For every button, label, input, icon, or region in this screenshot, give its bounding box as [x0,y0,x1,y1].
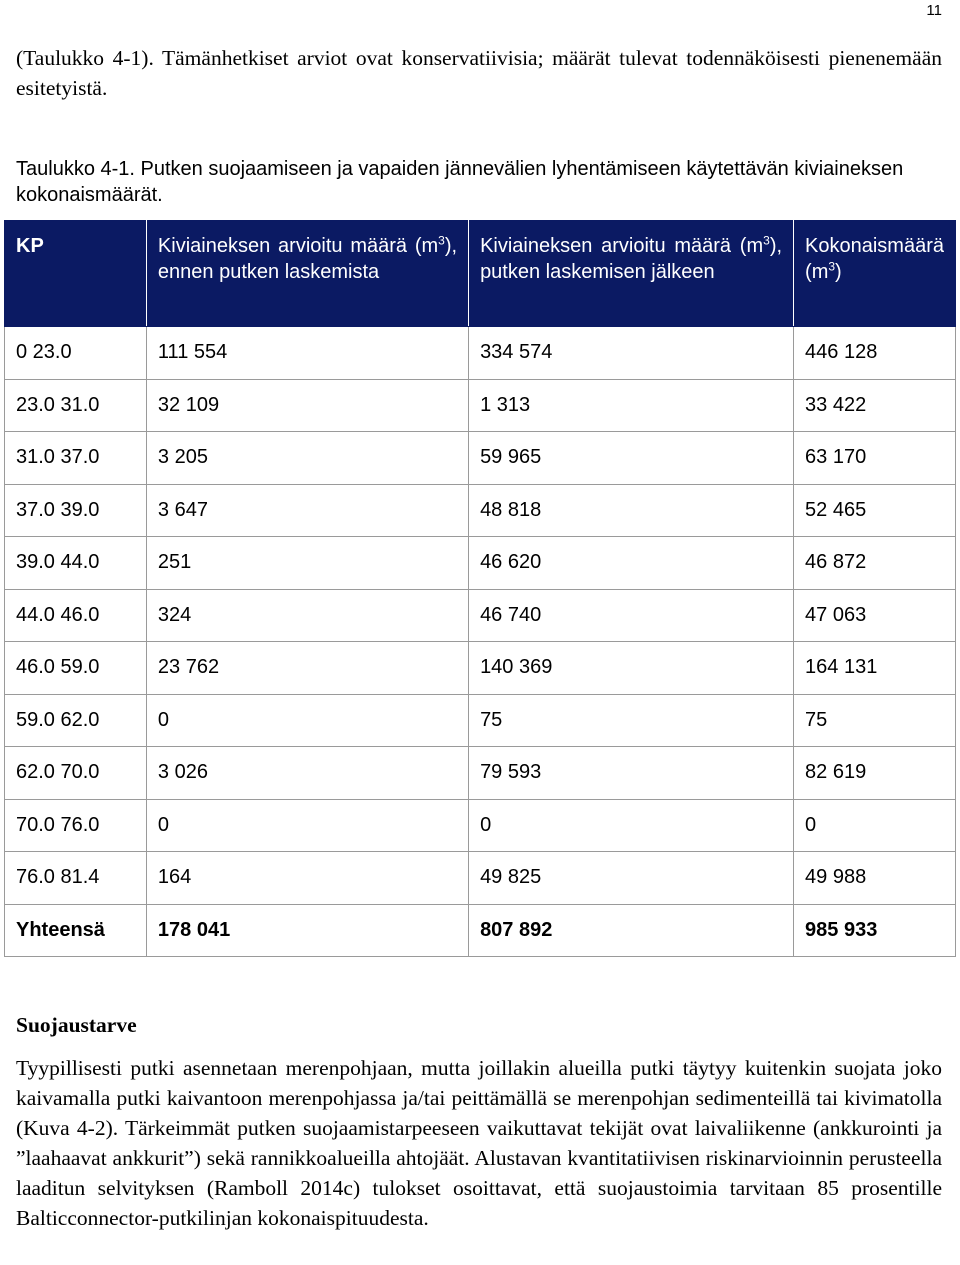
cell-before: 164 [146,852,468,905]
cell-kp: 59.0 62.0 [5,694,147,747]
cell-kp: 46.0 59.0 [5,642,147,695]
cell-kp: 31.0 37.0 [5,432,147,485]
cell-kp: 44.0 46.0 [5,589,147,642]
cell-kp: 0 23.0 [5,327,147,380]
cell-before: 0 [146,694,468,747]
cell-total: 49 988 [794,852,956,905]
header-kp: KP [5,221,147,327]
cell-before: 3 026 [146,747,468,800]
cell-after: 334 574 [469,327,794,380]
header-before-laying: Kiviaineksen arvioitu määrä $(m^3)$, ennen putken laskemista [146,221,468,327]
section-body: Tyypillisesti putki asennetaan merenpohjaan, mutta joillakin alueilla putki täytyy kuitenkin suojata joko kaivamalla putki kaivantoon merenpohjassa ja/tai peittämällä se merenpohjan sedimenteillä tai kivimatolla (Kuva 4-2). Tärkeimmät putken suojaamistarpeeseen vaikuttavat tekijät ovat laivaliikenne (ankkurointi ja ”laahaavat ankkurit”) sekä rannikkoalueilla ahtojäät. Alustavan kvantitatiivisen riskinarvioinnin perusteella laaditun selvityksen (Ramboll 2014c) tulokset osoittavat, että suojaustoimia tarvitaan 85 prosentille Balticconnector-putkilinjan kokonaispituudesta. [16,1056,942,1230]
table-row [5,852,956,905]
table-row [5,484,956,537]
cell-kp: Yhteensä [5,904,147,957]
cell-total: 33 422 [794,379,956,432]
aggregate-table [4,220,956,957]
page-number: 11 [926,2,942,19]
header-after-laying: Kiviaineksen arvioitu määrä $(m^3)$, putken laskemisen jälkeen [469,221,794,327]
cell-before: 32 109 [146,379,468,432]
table-row [5,327,956,380]
cell-total: 52 465 [794,484,956,537]
cell-before: 324 [146,589,468,642]
cell-kp: 39.0 44.0 [5,537,147,590]
cell-after: 140 369 [469,642,794,695]
header-total: Kokonaismäärä $(m^3)$ [794,221,956,327]
cell-before: 23 762 [146,642,468,695]
cell-kp: 23.0 31.0 [5,379,147,432]
cell-after: 49 825 [469,852,794,905]
table-row [5,589,956,642]
cell-after: 807 892 [469,904,794,957]
cell-after: 48 818 [469,484,794,537]
cell-after: 75 [469,694,794,747]
section-heading: Suojaustarve [16,1013,137,1037]
table-row [5,432,956,485]
cell-total: 46 872 [794,537,956,590]
cell-after: 0 [469,799,794,852]
table-row [5,694,956,747]
table-row [5,642,956,695]
cell-after: 59 965 [469,432,794,485]
cell-kp: 37.0 39.0 [5,484,147,537]
cell-total: 985 933 [794,904,956,957]
table-header-row [5,221,956,327]
cell-before: 251 [146,537,468,590]
cell-after: 46 740 [469,589,794,642]
cell-after: 46 620 [469,537,794,590]
cell-before: 0 [146,799,468,852]
cell-kp: 70.0 76.0 [5,799,147,852]
table-row [5,379,956,432]
cell-total: 63 170 [794,432,956,485]
cell-total: 0 [794,799,956,852]
cell-before: 111 554 [146,327,468,380]
intro-paragraph: (Taulukko 4-1). Tämänhetkiset arviot ovat konservatiivisia; määrät tulevat todennäköisesti pienenemään esitetyistä. [16,46,942,100]
cell-total: 82 619 [794,747,956,800]
cell-total: 47 063 [794,589,956,642]
table-caption: Taulukko 4-1. Putken suojaamiseen ja vapaiden jännevälien lyhentämiseen käytettävän kiviaineksen kokonaismäärät. [16,158,904,206]
table-row [5,537,956,590]
cell-before: 3 647 [146,484,468,537]
cell-total: 75 [794,694,956,747]
cell-before: 3 205 [146,432,468,485]
cell-after: 1 313 [469,379,794,432]
cell-after: 79 593 [469,747,794,800]
table-row [5,799,956,852]
cell-kp: 76.0 81.4 [5,852,147,905]
cell-before: 178 041 [146,904,468,957]
cell-total: 446 128 [794,327,956,380]
cell-kp: 62.0 70.0 [5,747,147,800]
table-row [5,747,956,800]
cell-total: 164 131 [794,642,956,695]
table-total-row [5,904,956,957]
